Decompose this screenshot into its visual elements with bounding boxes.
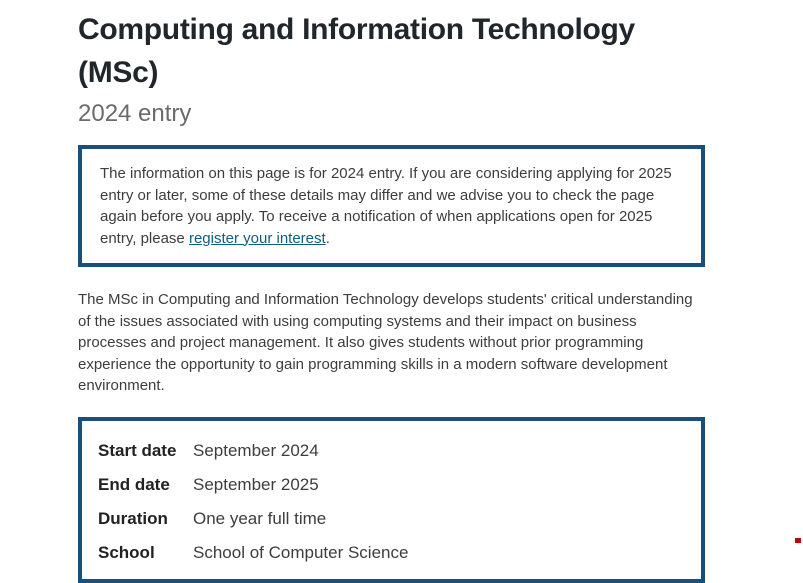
- detail-value: School of Computer Science: [193, 542, 409, 562]
- entry-notice-text: The information on this page is for 2024 entry. If you are considering applying for 2025 entry or later, some of these details may differ and we advise you to check the page again before you apply. To receive a notification of when applications open for 2025 entry, please: [100, 165, 672, 247]
- register-interest-link[interactable]: register your interest: [188, 229, 326, 247]
- page-title-line-2: (MSc): [78, 56, 159, 89]
- page-title-line-1: Computing and Information Technology: [78, 13, 635, 46]
- entry-notice-box: [78, 145, 705, 267]
- detail-value: September 2024: [193, 440, 319, 460]
- detail-row-duration: [98, 502, 685, 536]
- detail-row-school: [98, 536, 685, 570]
- detail-label: School: [98, 542, 155, 562]
- detail-label: Duration: [98, 508, 168, 528]
- course-description: The MSc in Computing and Information Technology develops students' critical understanding of the issues associated with using computing systems and their impact on business processes and project management. It also gives students without prior programming experience the opportunity to gain programming skills in a modern software development environment.: [78, 291, 693, 394]
- entry-year-subtitle: 2024 entry: [78, 100, 192, 127]
- detail-row-start-date: [98, 434, 685, 468]
- detail-label: Start date: [98, 440, 177, 460]
- detail-row-end-date: [98, 468, 685, 502]
- detail-value: September 2025: [193, 474, 319, 494]
- detail-label: End date: [98, 474, 170, 494]
- entry-notice-text-end: .: [325, 229, 330, 247]
- detail-value: One year full time: [193, 508, 327, 528]
- page-title: [78, 8, 705, 94]
- screen-artifact-red-mark: [795, 538, 801, 543]
- course-details-box: [78, 417, 705, 583]
